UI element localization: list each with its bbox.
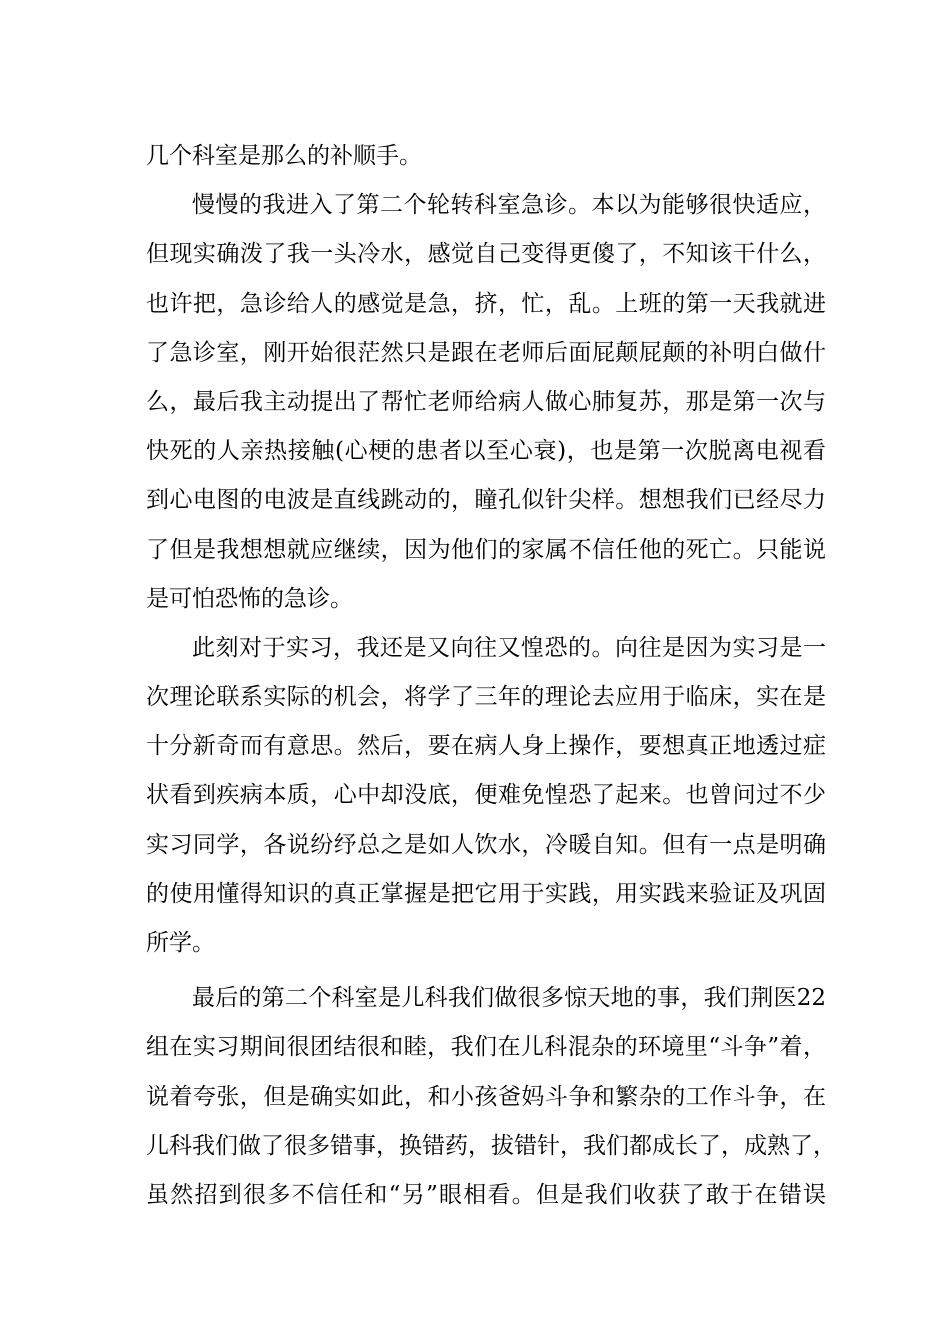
text-line: 到心电图的电波是直线跳动的，瞳孔似针尖样。想想我们已经尽力 <box>146 487 826 514</box>
text-line: 虽然招到很多不信任和“另”眼相看。但是我们收获了敢于在错误 <box>146 1181 826 1208</box>
text-line: 说着夸张，但是确实如此，和小孩爸妈斗争和繁杂的工作斗争，在 <box>146 1083 826 1110</box>
text-line: 十分新奇而有意思。然后，要在病人身上操作，要想真正地透过症 <box>146 733 826 760</box>
text-line: 快死的人亲热接触(心梗的患者以至心衰)，也是第一次脱离电视看 <box>146 438 826 465</box>
text-line: 的使用懂得知识的真正掌握是把它用于实践，用实践来验证及巩固 <box>146 880 826 907</box>
text-line: 慢慢的我进入了第二个轮转科室急诊。本以为能够很快适应， <box>192 192 826 219</box>
text-line: 是可怕恐怖的急诊。 <box>146 585 353 612</box>
text-line: 此刻对于实习，我还是又向往又惶恐的。向往是因为实习是一 <box>192 634 826 661</box>
text-line: 最后的第二个科室是儿科我们做很多惊天地的事，我们荆医22 <box>192 985 826 1012</box>
text-line: 儿科我们做了很多错事，换错药，拔错针，我们都成长了，成熟了， <box>146 1132 836 1159</box>
text-line: 了但是我想想就应继续，因为他们的家属不信任他的死亡。只能说 <box>146 536 826 563</box>
text-line: 么，最后我主动提出了帮忙老师给病人做心肺复苏，那是第一次与 <box>146 388 826 415</box>
paragraph <box>146 132 826 181</box>
text-line: 也许把，急诊给人的感觉是急，挤，忙，乱。上班的第一天我就进 <box>146 290 826 317</box>
text-line: 所学。 <box>146 930 215 956</box>
paragraph <box>146 624 826 968</box>
paragraph <box>146 181 826 624</box>
text-line: 状看到疾病本质，心中却没底，便难免惶恐了起来。也曾问过不少 <box>146 782 826 809</box>
text-line: 次理论联系实际的机会，将学了三年的理论去应用于临床，实在是 <box>146 684 826 711</box>
text-line: 了急诊室，刚开始很茫然只是跟在老师后面屁颠屁颠的补明白做什 <box>146 339 826 366</box>
text-line: 但现实确泼了我一头冷水，感觉自己变得更傻了，不知该干什么， <box>146 241 826 268</box>
paragraph <box>146 974 836 1220</box>
text-line: 组在实习期间很团结很和睦，我们在儿科混杂的环境里“斗争”着， <box>146 1034 826 1061</box>
document-page <box>146 132 836 1220</box>
text-line: 实习同学，各说纷纾总之是如人饮水，冷暖自知。但有一点是明确 <box>146 831 826 858</box>
text-line: 几个科室是那么的补顺手。 <box>146 143 422 169</box>
